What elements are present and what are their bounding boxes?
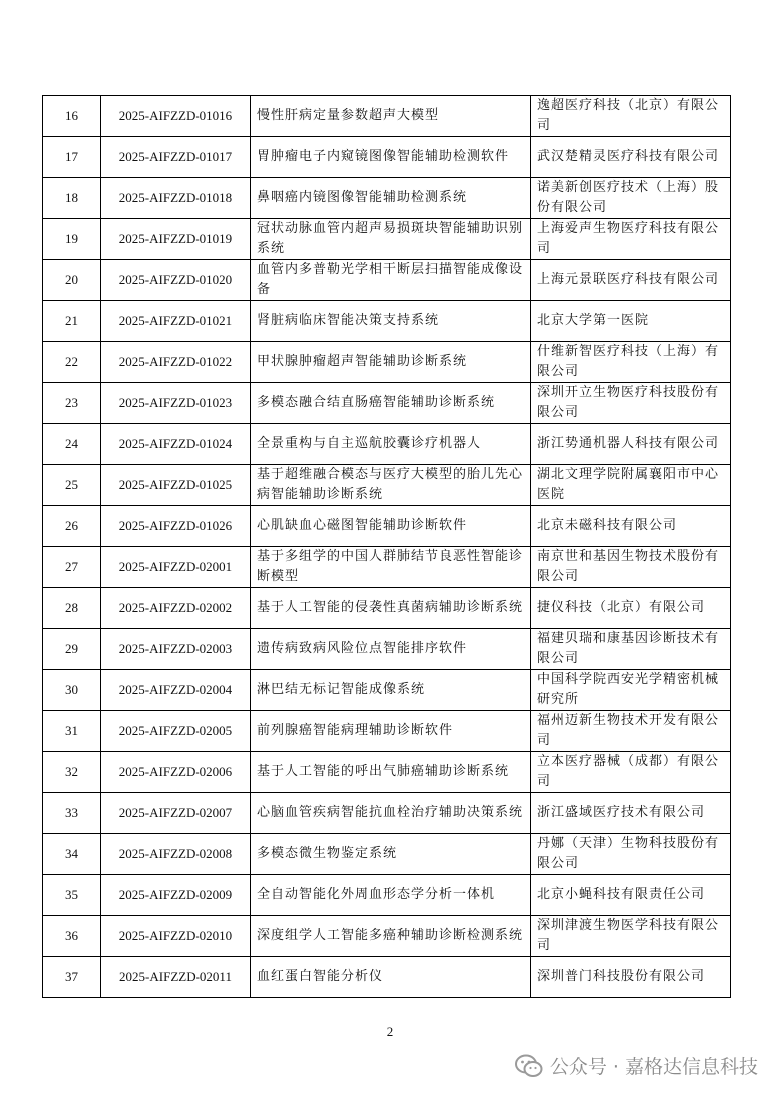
table-row	[43, 670, 731, 711]
row-organization: 南京世和基因生物技术股份有限公司	[531, 547, 731, 588]
table-row	[43, 875, 731, 916]
row-code: 2025-AIFZZD-02007	[101, 793, 251, 834]
row-organization: 捷仪科技（北京）有限公司	[531, 588, 731, 629]
row-code: 2025-AIFZZD-02011	[101, 957, 251, 998]
row-product-name: 血红蛋白智能分析仪	[251, 957, 531, 998]
row-product-name: 深度组学人工智能多癌种辅助诊断检测系统	[251, 916, 531, 957]
row-number: 24	[43, 424, 101, 465]
row-organization: 武汉楚精灵医疗科技有限公司	[531, 137, 731, 178]
row-product-name: 基于多组学的中国人群肺结节良恶性智能诊断模型	[251, 547, 531, 588]
row-organization: 浙江势通机器人科技有限公司	[531, 424, 731, 465]
row-product-name: 肾脏病临床智能决策支持系统	[251, 301, 531, 342]
row-organization: 深圳普门科技股份有限公司	[531, 957, 731, 998]
row-number: 17	[43, 137, 101, 178]
table-row	[43, 711, 731, 752]
row-number: 33	[43, 793, 101, 834]
row-number: 19	[43, 219, 101, 260]
row-number: 28	[43, 588, 101, 629]
row-code: 2025-AIFZZD-01026	[101, 506, 251, 547]
row-code: 2025-AIFZZD-01018	[101, 178, 251, 219]
row-organization: 深圳津渡生物医学科技有限公司	[531, 916, 731, 957]
row-organization: 上海爱声生物医疗科技有限公司	[531, 219, 731, 260]
row-organization: 立本医疗器械（成都）有限公司	[531, 752, 731, 793]
row-code: 2025-AIFZZD-01017	[101, 137, 251, 178]
row-organization: 北京未磁科技有限公司	[531, 506, 731, 547]
row-product-name: 基于人工智能的侵袭性真菌病辅助诊断系统	[251, 588, 531, 629]
row-organization: 诺美新创医疗技术（上海）股份有限公司	[531, 178, 731, 219]
row-organization: 浙江盛域医疗技术有限公司	[531, 793, 731, 834]
row-code: 2025-AIFZZD-01022	[101, 342, 251, 383]
row-product-name: 多模态微生物鉴定系统	[251, 834, 531, 875]
records-table	[42, 95, 731, 998]
row-number: 35	[43, 875, 101, 916]
row-product-name: 慢性肝病定量参数超声大模型	[251, 96, 531, 137]
row-number: 23	[43, 383, 101, 424]
table-row	[43, 547, 731, 588]
row-code: 2025-AIFZZD-01021	[101, 301, 251, 342]
row-product-name: 多模态融合结直肠癌智能辅助诊断系统	[251, 383, 531, 424]
row-number: 29	[43, 629, 101, 670]
row-code: 2025-AIFZZD-01020	[101, 260, 251, 301]
row-code: 2025-AIFZZD-01016	[101, 96, 251, 137]
table-row	[43, 629, 731, 670]
page-number: 2	[386, 1024, 394, 1039]
row-organization: 深圳开立生物医疗科技股份有限公司	[531, 383, 731, 424]
table-row	[43, 383, 731, 424]
row-number: 21	[43, 301, 101, 342]
row-product-name: 血管内多普勒光学相干断层扫描智能成像设备	[251, 260, 531, 301]
row-number: 31	[43, 711, 101, 752]
row-product-name: 心脑血管疾病智能抗血栓治疗辅助决策系统	[251, 793, 531, 834]
table-row	[43, 588, 731, 629]
row-code: 2025-AIFZZD-01023	[101, 383, 251, 424]
row-organization: 北京大学第一医院	[531, 301, 731, 342]
row-product-name: 遗传病致病风险位点智能排序软件	[251, 629, 531, 670]
row-product-name: 全景重构与自主巡航胶囊诊疗机器人	[251, 424, 531, 465]
row-product-name: 前列腺癌智能病理辅助诊断软件	[251, 711, 531, 752]
watermark	[514, 1052, 758, 1079]
row-product-name: 全自动智能化外周血形态学分析一体机	[251, 875, 531, 916]
table-row	[43, 957, 731, 998]
table-row	[43, 424, 731, 465]
row-number: 32	[43, 752, 101, 793]
row-product-name: 甲状腺肿瘤超声智能辅助诊断系统	[251, 342, 531, 383]
row-number: 16	[43, 96, 101, 137]
row-code: 2025-AIFZZD-02009	[101, 875, 251, 916]
watermark-text: 公众号 · 嘉格达信息科技	[549, 1056, 758, 1078]
row-code: 2025-AIFZZD-02002	[101, 588, 251, 629]
row-code: 2025-AIFZZD-01024	[101, 424, 251, 465]
row-code: 2025-AIFZZD-02004	[101, 670, 251, 711]
row-product-name: 心肌缺血心磁图智能辅助诊断软件	[251, 506, 531, 547]
row-product-name: 淋巴结无标记智能成像系统	[251, 670, 531, 711]
table-row	[43, 301, 731, 342]
table-row	[43, 834, 731, 875]
table-row	[43, 219, 731, 260]
table-row	[43, 96, 731, 137]
row-organization: 北京小蝇科技有限责任公司	[531, 875, 731, 916]
row-number: 25	[43, 465, 101, 506]
row-product-name: 冠状动脉血管内超声易损斑块智能辅助识别系统	[251, 219, 531, 260]
table-row	[43, 506, 731, 547]
row-number: 36	[43, 916, 101, 957]
row-number: 34	[43, 834, 101, 875]
table-row	[43, 752, 731, 793]
row-code: 2025-AIFZZD-01025	[101, 465, 251, 506]
row-number: 27	[43, 547, 101, 588]
row-product-name: 鼻咽癌内镜图像智能辅助检测系统	[251, 178, 531, 219]
table-row	[43, 342, 731, 383]
row-code: 2025-AIFZZD-02010	[101, 916, 251, 957]
row-organization: 逸超医疗科技（北京）有限公司	[531, 96, 731, 137]
table-row	[43, 793, 731, 834]
wechat-icon	[514, 1054, 544, 1078]
table-row	[43, 137, 731, 178]
row-organization: 福州迈新生物技术开发有限公司	[531, 711, 731, 752]
table-row	[43, 178, 731, 219]
row-number: 37	[43, 957, 101, 998]
table-row	[43, 916, 731, 957]
row-organization: 什维新智医疗科技（上海）有限公司	[531, 342, 731, 383]
row-organization: 湖北文理学院附属襄阳市中心医院	[531, 465, 731, 506]
row-code: 2025-AIFZZD-02001	[101, 547, 251, 588]
row-code: 2025-AIFZZD-01019	[101, 219, 251, 260]
row-code: 2025-AIFZZD-02005	[101, 711, 251, 752]
row-number: 18	[43, 178, 101, 219]
row-number: 22	[43, 342, 101, 383]
row-product-name: 基于人工智能的呼出气肺癌辅助诊断系统	[251, 752, 531, 793]
row-product-name: 基于超维融合模态与医疗大模型的胎儿先心病智能辅助诊断系统	[251, 465, 531, 506]
row-organization: 上海元景联医疗科技有限公司	[531, 260, 731, 301]
row-code: 2025-AIFZZD-02003	[101, 629, 251, 670]
row-code: 2025-AIFZZD-02008	[101, 834, 251, 875]
row-organization: 福建贝瑞和康基因诊断技术有限公司	[531, 629, 731, 670]
row-number: 30	[43, 670, 101, 711]
row-number: 26	[43, 506, 101, 547]
row-product-name: 胃肿瘤电子内窥镜图像智能辅助检测软件	[251, 137, 531, 178]
row-code: 2025-AIFZZD-02006	[101, 752, 251, 793]
row-organization: 中国科学院西安光学精密机械研究所	[531, 670, 731, 711]
row-organization: 丹娜（天津）生物科技股份有限公司	[531, 834, 731, 875]
table-row	[43, 260, 731, 301]
row-number: 20	[43, 260, 101, 301]
table-row	[43, 465, 731, 506]
